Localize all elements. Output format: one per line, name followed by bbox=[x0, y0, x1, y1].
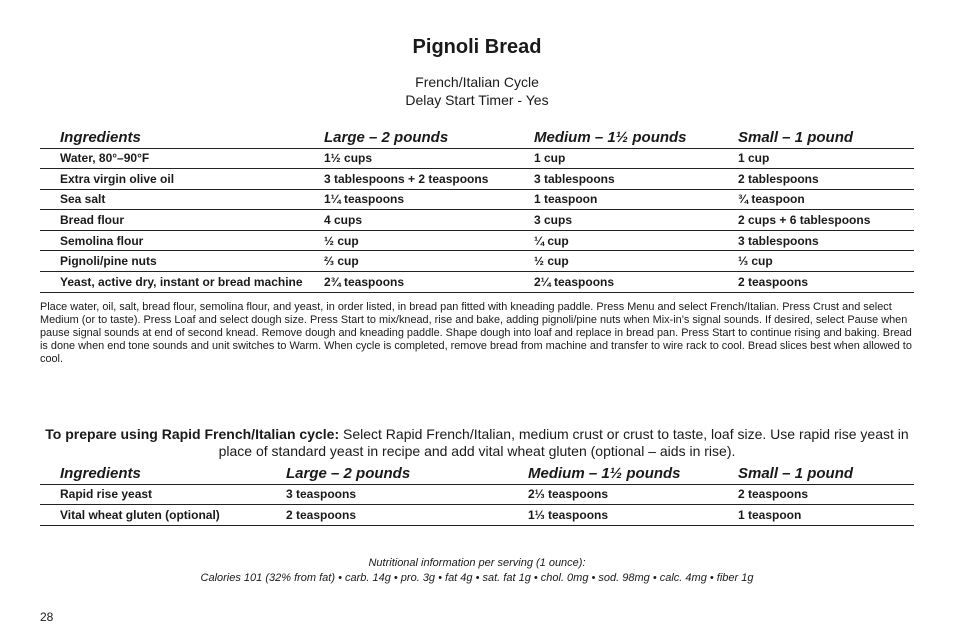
instructions-paragraph: Place water, oil, salt, bread flour, semolina flour, and yeast, in order listed, in bread pan fitted with kneading paddle. Press Menu and select French/Italian. Press Crust and select Medium (or to taste). Press Loaf and select dough size. Press Start to mix/knead, rise and bake, adding pignoli/pine nuts when Mix-in’s signal sounds. If desired, select Pause when pause signal sounds at end of second knead. Remove dough and kneading paddle. Shape dough into loaf and replace in bread pan. Press Start to continue rising and baking. Bread is done when end tone sounds and unit switches to Warm. When cycle is completed, remove bread from machine and transfer to wire rack to cool. Bread slices best when allowed to cool. bbox=[40, 301, 912, 365]
column-header: Large – 2 pounds bbox=[324, 126, 534, 148]
ingredient-cell: Water, 80°–90°F bbox=[40, 148, 324, 169]
rapid-cycle-note bbox=[40, 426, 914, 460]
rapid-cycle-text: Select Rapid French/Italian, medium crust or crust to taste, loaf size. Use rapid rise yeast in place of standard yeast in recipe and add vital wheat gluten (optional – aids in rise). bbox=[218, 426, 909, 459]
amount-cell: 3 teaspoons bbox=[286, 484, 528, 505]
amount-cell: 1 cup bbox=[534, 148, 738, 169]
amount-cell: 3 tablespoons bbox=[534, 169, 738, 190]
amount-cell: ¾ teaspoon bbox=[738, 189, 914, 210]
amount-cell: 3 tablespoons + 2 teaspoons bbox=[324, 169, 534, 190]
amount-cell: 1 teaspoon bbox=[738, 505, 914, 526]
amount-cell: 1 teaspoon bbox=[534, 189, 738, 210]
amount-cell: 2¼ teaspoons bbox=[534, 272, 738, 293]
amount-cell: ⅓ cup bbox=[738, 251, 914, 272]
table-header-row bbox=[40, 126, 914, 148]
ingredient-cell: Vital wheat gluten (optional) bbox=[40, 505, 286, 526]
column-header: Large – 2 pounds bbox=[286, 462, 528, 484]
table-row bbox=[40, 484, 914, 505]
table-row bbox=[40, 210, 914, 231]
ingredient-cell: Sea salt bbox=[40, 189, 324, 210]
column-header: Ingredients bbox=[40, 462, 286, 484]
cycle-label: French/Italian Cycle bbox=[415, 74, 539, 90]
amount-cell: 2 teaspoons bbox=[286, 505, 528, 526]
ingredient-cell: Pignoli/pine nuts bbox=[40, 251, 324, 272]
ingredient-cell: Rapid rise yeast bbox=[40, 484, 286, 505]
amount-cell: 3 tablespoons bbox=[738, 230, 914, 251]
table-row bbox=[40, 169, 914, 190]
amount-cell: 2⅓ teaspoons bbox=[528, 484, 738, 505]
ingredient-cell: Semolina flour bbox=[40, 230, 324, 251]
amount-cell: 2 teaspoons bbox=[738, 484, 914, 505]
ingredient-cell: Extra virgin olive oil bbox=[40, 169, 324, 190]
amount-cell: 1⅓ teaspoons bbox=[528, 505, 738, 526]
nutrition-facts: Calories 101 (32% from fat) • carb. 14g • pro. 3g • fat 4g • sat. fat 1g • chol. 0mg • sod. 98mg • calc. 4mg • fiber 1g bbox=[200, 572, 754, 584]
amount-cell: 1½ cups bbox=[324, 148, 534, 169]
column-header: Small – 1 pound bbox=[738, 126, 914, 148]
ingredient-cell: Bread flour bbox=[40, 210, 324, 231]
amount-cell: ½ cup bbox=[534, 251, 738, 272]
rapid-cycle-lead: To prepare using Rapid French/Italian cycle: bbox=[45, 426, 340, 442]
amount-cell: 4 cups bbox=[324, 210, 534, 231]
amount-cell: ¼ cup bbox=[534, 230, 738, 251]
amount-cell: ⅔ cup bbox=[324, 251, 534, 272]
delay-timer-label: Delay Start Timer - Yes bbox=[405, 92, 549, 108]
column-header: Ingredients bbox=[40, 126, 324, 148]
table-row bbox=[40, 272, 914, 293]
amount-cell: 3 cups bbox=[534, 210, 738, 231]
amount-cell: 2 teaspoons bbox=[738, 272, 914, 293]
table-row bbox=[40, 189, 914, 210]
page-number: 28 bbox=[40, 610, 54, 624]
table-header-row bbox=[40, 462, 914, 484]
column-header: Small – 1 pound bbox=[738, 462, 914, 484]
nutrition-heading: Nutritional information per serving (1 ounce): bbox=[368, 557, 586, 569]
ingredient-cell: Yeast, active dry, instant or bread machine bbox=[40, 272, 324, 293]
recipe-title: Pignoli Bread bbox=[412, 36, 542, 58]
amount-cell: 2 tablespoons bbox=[738, 169, 914, 190]
table-row bbox=[40, 148, 914, 169]
column-header: Medium – 1½ pounds bbox=[534, 126, 738, 148]
table-row bbox=[40, 230, 914, 251]
amount-cell: 2¾ teaspoons bbox=[324, 272, 534, 293]
ingredients-table bbox=[40, 126, 914, 293]
amount-cell: ½ cup bbox=[324, 230, 534, 251]
amount-cell: 2 cups + 6 tablespoons bbox=[738, 210, 914, 231]
rapid-ingredients-table bbox=[40, 462, 914, 526]
table-row bbox=[40, 251, 914, 272]
amount-cell: 1 cup bbox=[738, 148, 914, 169]
column-header: Medium – 1½ pounds bbox=[528, 462, 738, 484]
table-row bbox=[40, 505, 914, 526]
amount-cell: 1¼ teaspoons bbox=[324, 189, 534, 210]
